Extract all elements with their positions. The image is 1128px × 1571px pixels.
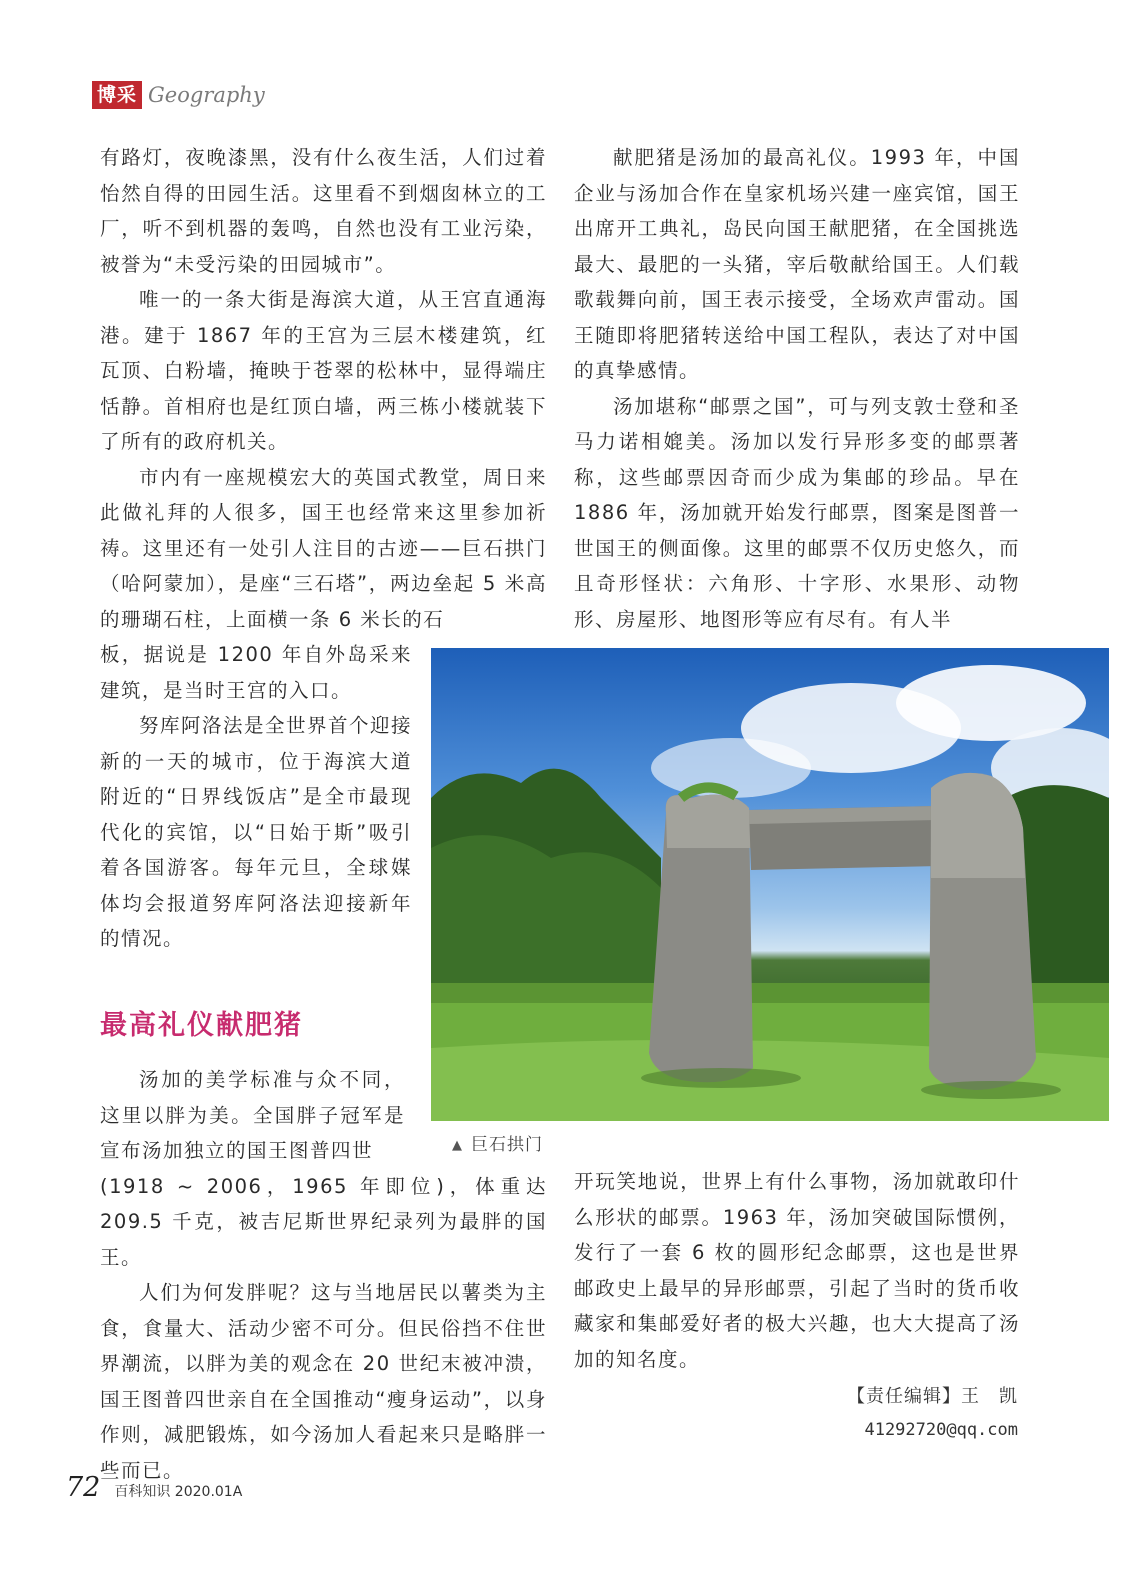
trilithon-photo [431, 648, 1109, 1121]
left-column-beside-photo [100, 637, 412, 957]
section-header [92, 80, 265, 110]
editor-label: 【责任编辑】 [847, 1386, 961, 1407]
editor-credit [847, 1382, 1018, 1408]
page-number: 72 [66, 1472, 101, 1503]
paragraph: 唯一的一条大街是海滨大道，从王宫直通海港。建于 1867 年的王宫为三层木楼建筑，红瓦顶、白粉墙，掩映于苍翠的松林中，显得端庄恬静。首相府也是红顶白墙，两三栋小楼就装下了所有的政府机关。 [100, 288, 547, 453]
photo-caption [452, 1130, 543, 1155]
right-column-top [574, 140, 1020, 637]
paragraph: 市内有一座规模宏大的英国式教堂，周日来此做礼拜的人很多，国王也经常来这里参加祈祷。这里还有一处引人注目的古迹——巨石拱门（哈阿蒙加），是座“三石塔”，两边垒起 5 米高的珊瑚石柱，上面横一条 6 米长的石 [100, 465, 547, 631]
editor-email: 41292720@qq.com [864, 1420, 1018, 1440]
left-column-top [100, 140, 547, 637]
caption-triangle-icon: ▲ [452, 1138, 463, 1153]
section-english-title: Geography [148, 83, 265, 107]
paragraph: 献肥猪是汤加的最高礼仪。1993 年，中国企业与汤加合作在皇家机场兴建一座宾馆，国王出席开工典礼，岛民向国王献肥猪，在全国挑选最大、最肥的一头猪，宰后敬献给国王。人们载歌载舞向前，国王表示接受，全场欢声雷动。国王随即将肥猪转送给中国工程队，表达了对中国的真挚感情。 [574, 146, 1020, 382]
right-column-bottom [574, 1164, 1020, 1377]
paragraph: 汤加堪称“邮票之国”，可与列支敦士登和圣马力诺相媲美。汤加以发行异形多变的邮票著称，这些邮票因奇而少成为集邮的珍品。早在 1886 年，汤加就开始发行邮票，图案是图普一世国王的侧面像。这里的邮票不仅历史悠久，而且奇形怪状：六角形、十字形、水果形、动物形、房屋形、地图形等应有尽有。有人半 [574, 394, 1020, 631]
paragraph: 努库阿洛法是全世界首个迎接新的一天的城市，位于海滨大道附近的“日界线饭店”是全市最现代化的宾馆，以“日始于斯”吸引着各国游客。每年元旦，全球媒体均会报道努库阿洛法迎接新年的情况。 [100, 714, 413, 950]
editor-name: 王 凯 [961, 1386, 1018, 1407]
magazine-issue: 百科知识 2020.01A [114, 1484, 243, 1500]
paragraph: (1918 ~ 2006，1965 年即位)，体重达 209.5 千克，被吉尼斯世界纪录列为最胖的国王。 [100, 1174, 547, 1269]
paragraph: 汤加的美学标准与众不同，这里以胖为美。全国胖子冠军是宣布汤加独立的国王图普四世 [100, 1068, 405, 1162]
left-column-bottom [100, 1062, 547, 1488]
paragraph: 开玩笑地说，世界上有什么事物，汤加就敢印什么形状的邮票。1963 年，汤加突破国际惯例，发行了一套 6 枚的圆形纪念邮票，这也是世界邮政史上最早的异形邮票，引起了当时的货币收藏家和集邮爱好者的极大兴趣，也大大提高了汤加的知名度。 [574, 1170, 1020, 1371]
page-footer [66, 1472, 242, 1503]
section-subtitle: 最高礼仪献肥猪 [100, 1010, 303, 1041]
paragraph: 板，据说是 1200 年自外岛采来建筑，是当时王宫的入口。 [100, 643, 412, 702]
trilithon-illustration [431, 648, 1109, 1121]
paragraph: 有路灯，夜晚漆黑，没有什么夜生活，人们过着怡然自得的田园生活。这里看不到烟囱林立的工厂，听不到机器的轰鸣，自然也没有工业污染，被誉为“未受污染的田园城市”。 [100, 146, 547, 276]
section-badge: 博采 [92, 81, 142, 109]
paragraph: 人们为何发胖呢？这与当地居民以薯类为主食，食量大、活动少密不可分。但民俗挡不住世界潮流，以胖为美的观念在 20 世纪末被冲溃，国王图普四世亲自在全国推动“瘦身运动”，以身作则，减肥锻炼，如今汤加人看起来只是略胖一些而已。 [100, 1281, 547, 1482]
caption-text: 巨石拱门 [471, 1135, 543, 1155]
